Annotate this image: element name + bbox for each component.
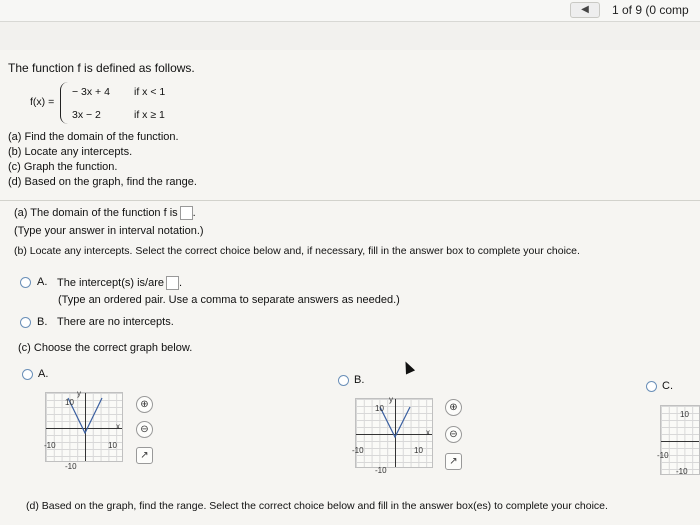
intercept-option-a-radio[interactable] <box>20 277 31 288</box>
graph-option-c-label: C. <box>662 380 673 392</box>
intercept-option-b-label: B. <box>37 316 48 328</box>
graph-a-tick-left: -10 <box>44 441 56 450</box>
graph-a-axis-y: y <box>77 389 81 398</box>
graph-c-tick-top: 10 <box>680 410 689 419</box>
part-b-prompt: (b) Locate any intercepts. Select the correct choice below and, if necessary, fill in the answer box to complete your choice. <box>14 245 580 257</box>
zoom-in-icon[interactable]: ⊕ <box>445 399 462 416</box>
zoom-out-icon[interactable]: ⊖ <box>136 421 153 438</box>
graph-c-tick-left: -10 <box>657 451 669 460</box>
piece2-condition: if x ≥ 1 <box>134 109 165 121</box>
graph-b-tick-right: 10 <box>414 446 423 455</box>
zoom-out-icon[interactable]: ⊖ <box>445 426 462 443</box>
task-b: (b) Locate any intercepts. <box>8 146 133 158</box>
question-progress: 1 of 9 (0 comp <box>612 3 689 17</box>
graph-a-tick-top: 10 <box>65 398 74 407</box>
task-a: (a) Find the domain of the function. <box>8 131 179 143</box>
part-d-prompt: (d) Based on the graph, find the range. Select the correct choice below and fill in the answer box(es) to complete your choice. <box>26 500 608 512</box>
enlarge-graph-icon[interactable]: ↗ <box>445 453 462 470</box>
piecewise-brace <box>60 82 70 124</box>
task-d: (d) Based on the graph, find the range. <box>8 176 197 188</box>
graph-b-axis-y: y <box>389 395 393 404</box>
enlarge-graph-icon[interactable]: ↗ <box>136 447 153 464</box>
intercept-option-a-label: A. <box>37 276 48 288</box>
graph-option-a-label: A. <box>38 368 49 380</box>
graph-a-plot <box>46 393 124 463</box>
section-divider <box>0 200 700 201</box>
graph-option-a-radio[interactable] <box>22 369 33 380</box>
previous-question-button[interactable] <box>570 2 600 18</box>
graph-b-tick-bottom: -10 <box>375 466 387 475</box>
graph-b-tick-top: 10 <box>375 404 384 413</box>
graph-b-tick-left: -10 <box>352 446 364 455</box>
zoom-in-icon[interactable]: ⊕ <box>136 396 153 413</box>
piece2-expression: 3x − 2 <box>72 109 101 121</box>
intercept-option-b-radio[interactable] <box>20 317 31 328</box>
graph-option-b-label: B. <box>354 374 365 386</box>
graph-b-plot <box>356 399 434 469</box>
x-axis <box>661 441 699 442</box>
problem-intro: The function f is defined as follows. <box>8 61 195 75</box>
part-a-hint: (Type your answer in interval notation.) <box>14 225 204 237</box>
graph-option-c-radio[interactable] <box>646 381 657 392</box>
graph-c-tick-bottom: -10 <box>676 467 688 476</box>
task-c: (c) Graph the function. <box>8 161 118 173</box>
graph-option-b-radio[interactable] <box>338 375 349 386</box>
top-bar <box>0 0 700 22</box>
piece1-expression: − 3x + 4 <box>72 86 110 98</box>
graph-option-b[interactable] <box>355 398 433 468</box>
part-a-prompt: (a) The domain of the function f is . <box>14 206 196 219</box>
graph-b-axis-x: x <box>426 428 430 437</box>
domain-answer-box[interactable] <box>180 206 193 220</box>
intercept-answer-box[interactable] <box>166 276 179 290</box>
piece1-condition: if x < 1 <box>134 86 166 98</box>
function-label: f(x) = <box>30 96 55 108</box>
intercept-option-b-text: There are no intercepts. <box>57 316 174 328</box>
graph-a-tick-right: 10 <box>108 441 117 450</box>
intercept-option-a-text: The intercept(s) is/are . <box>57 276 183 289</box>
graph-a-axis-x: x <box>116 422 120 431</box>
graph-option-a[interactable] <box>45 392 123 462</box>
graph-a-tick-bottom: -10 <box>65 462 77 471</box>
part-c-prompt: (c) Choose the correct graph below. <box>18 342 193 354</box>
left-arrow-icon: ◀ <box>581 4 589 15</box>
intercept-option-a-hint: (Type an ordered pair. Use a comma to separate answers as needed.) <box>58 294 400 306</box>
